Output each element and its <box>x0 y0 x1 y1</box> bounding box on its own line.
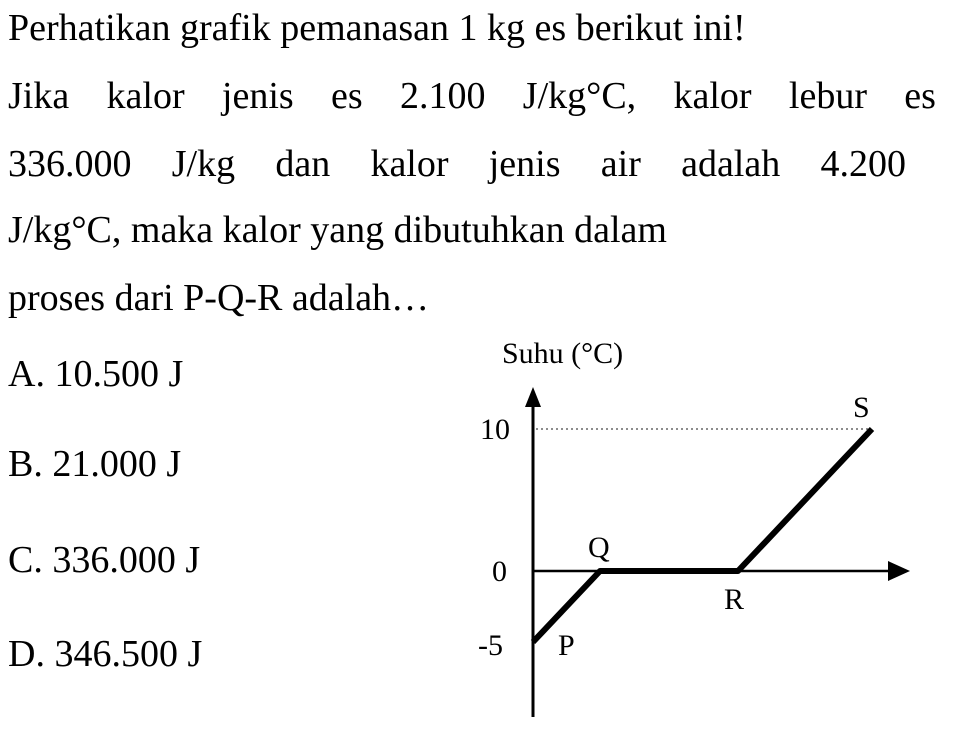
heating-curve <box>533 429 872 642</box>
question-line-2 <box>8 74 936 118</box>
point-label-r: R <box>724 583 745 616</box>
question-line-4 <box>8 208 667 252</box>
heating-graph <box>470 335 920 725</box>
y-tick-minus-5: -5 <box>478 629 503 662</box>
word: kalor <box>106 75 185 117</box>
option-letter: C. <box>8 539 43 581</box>
word: es <box>904 75 936 117</box>
word: Jika <box>8 75 70 117</box>
option-value: 346.500 J <box>54 633 203 675</box>
question-line-5 <box>8 276 429 320</box>
y-axis-label: Suhu (°C) <box>502 337 624 370</box>
point-label-p: P <box>558 629 575 662</box>
word: lebur <box>788 75 867 117</box>
word: dan <box>275 143 331 185</box>
option-letter: D. <box>8 633 45 675</box>
option-value: 10.500 J <box>54 353 184 395</box>
question-line-1 <box>8 6 746 50</box>
word: 336.000 <box>8 143 132 185</box>
y-tick-10: 10 <box>480 413 510 446</box>
word: J/kg°C, <box>522 75 637 117</box>
word: adalah <box>681 143 781 185</box>
option-a[interactable] <box>8 352 183 396</box>
option-value: 21.000 J <box>52 443 182 485</box>
word: es <box>331 75 363 117</box>
y-axis-arrowhead <box>525 387 541 407</box>
question-text-5: proses dari P-Q-R adalah… <box>8 277 430 319</box>
point-label-q: Q <box>588 531 610 564</box>
x-axis-arrowhead <box>888 561 910 581</box>
option-letter: B. <box>8 443 43 485</box>
point-label-s: S <box>853 391 870 424</box>
option-letter: A. <box>8 353 45 395</box>
question-text-4: J/kg°C, maka kalor yang dibutuhkan dalam <box>8 209 667 251</box>
option-c[interactable] <box>8 538 200 582</box>
word: 2.100 <box>399 75 486 117</box>
word: J/kg <box>171 143 236 185</box>
word: jenis <box>488 143 561 185</box>
word: kalor <box>673 75 752 117</box>
question-line-3 <box>8 142 906 186</box>
word: air <box>600 143 641 185</box>
y-tick-0: 0 <box>492 555 507 588</box>
option-b[interactable] <box>8 442 181 486</box>
word: 4.200 <box>820 143 906 185</box>
word: kalor <box>370 143 449 185</box>
question-text-1: Perhatikan grafik pemanasan 1 kg es berikut ini! <box>8 7 746 49</box>
option-d[interactable] <box>8 632 202 676</box>
word: jenis <box>221 75 294 117</box>
option-value: 336.000 J <box>52 539 201 581</box>
